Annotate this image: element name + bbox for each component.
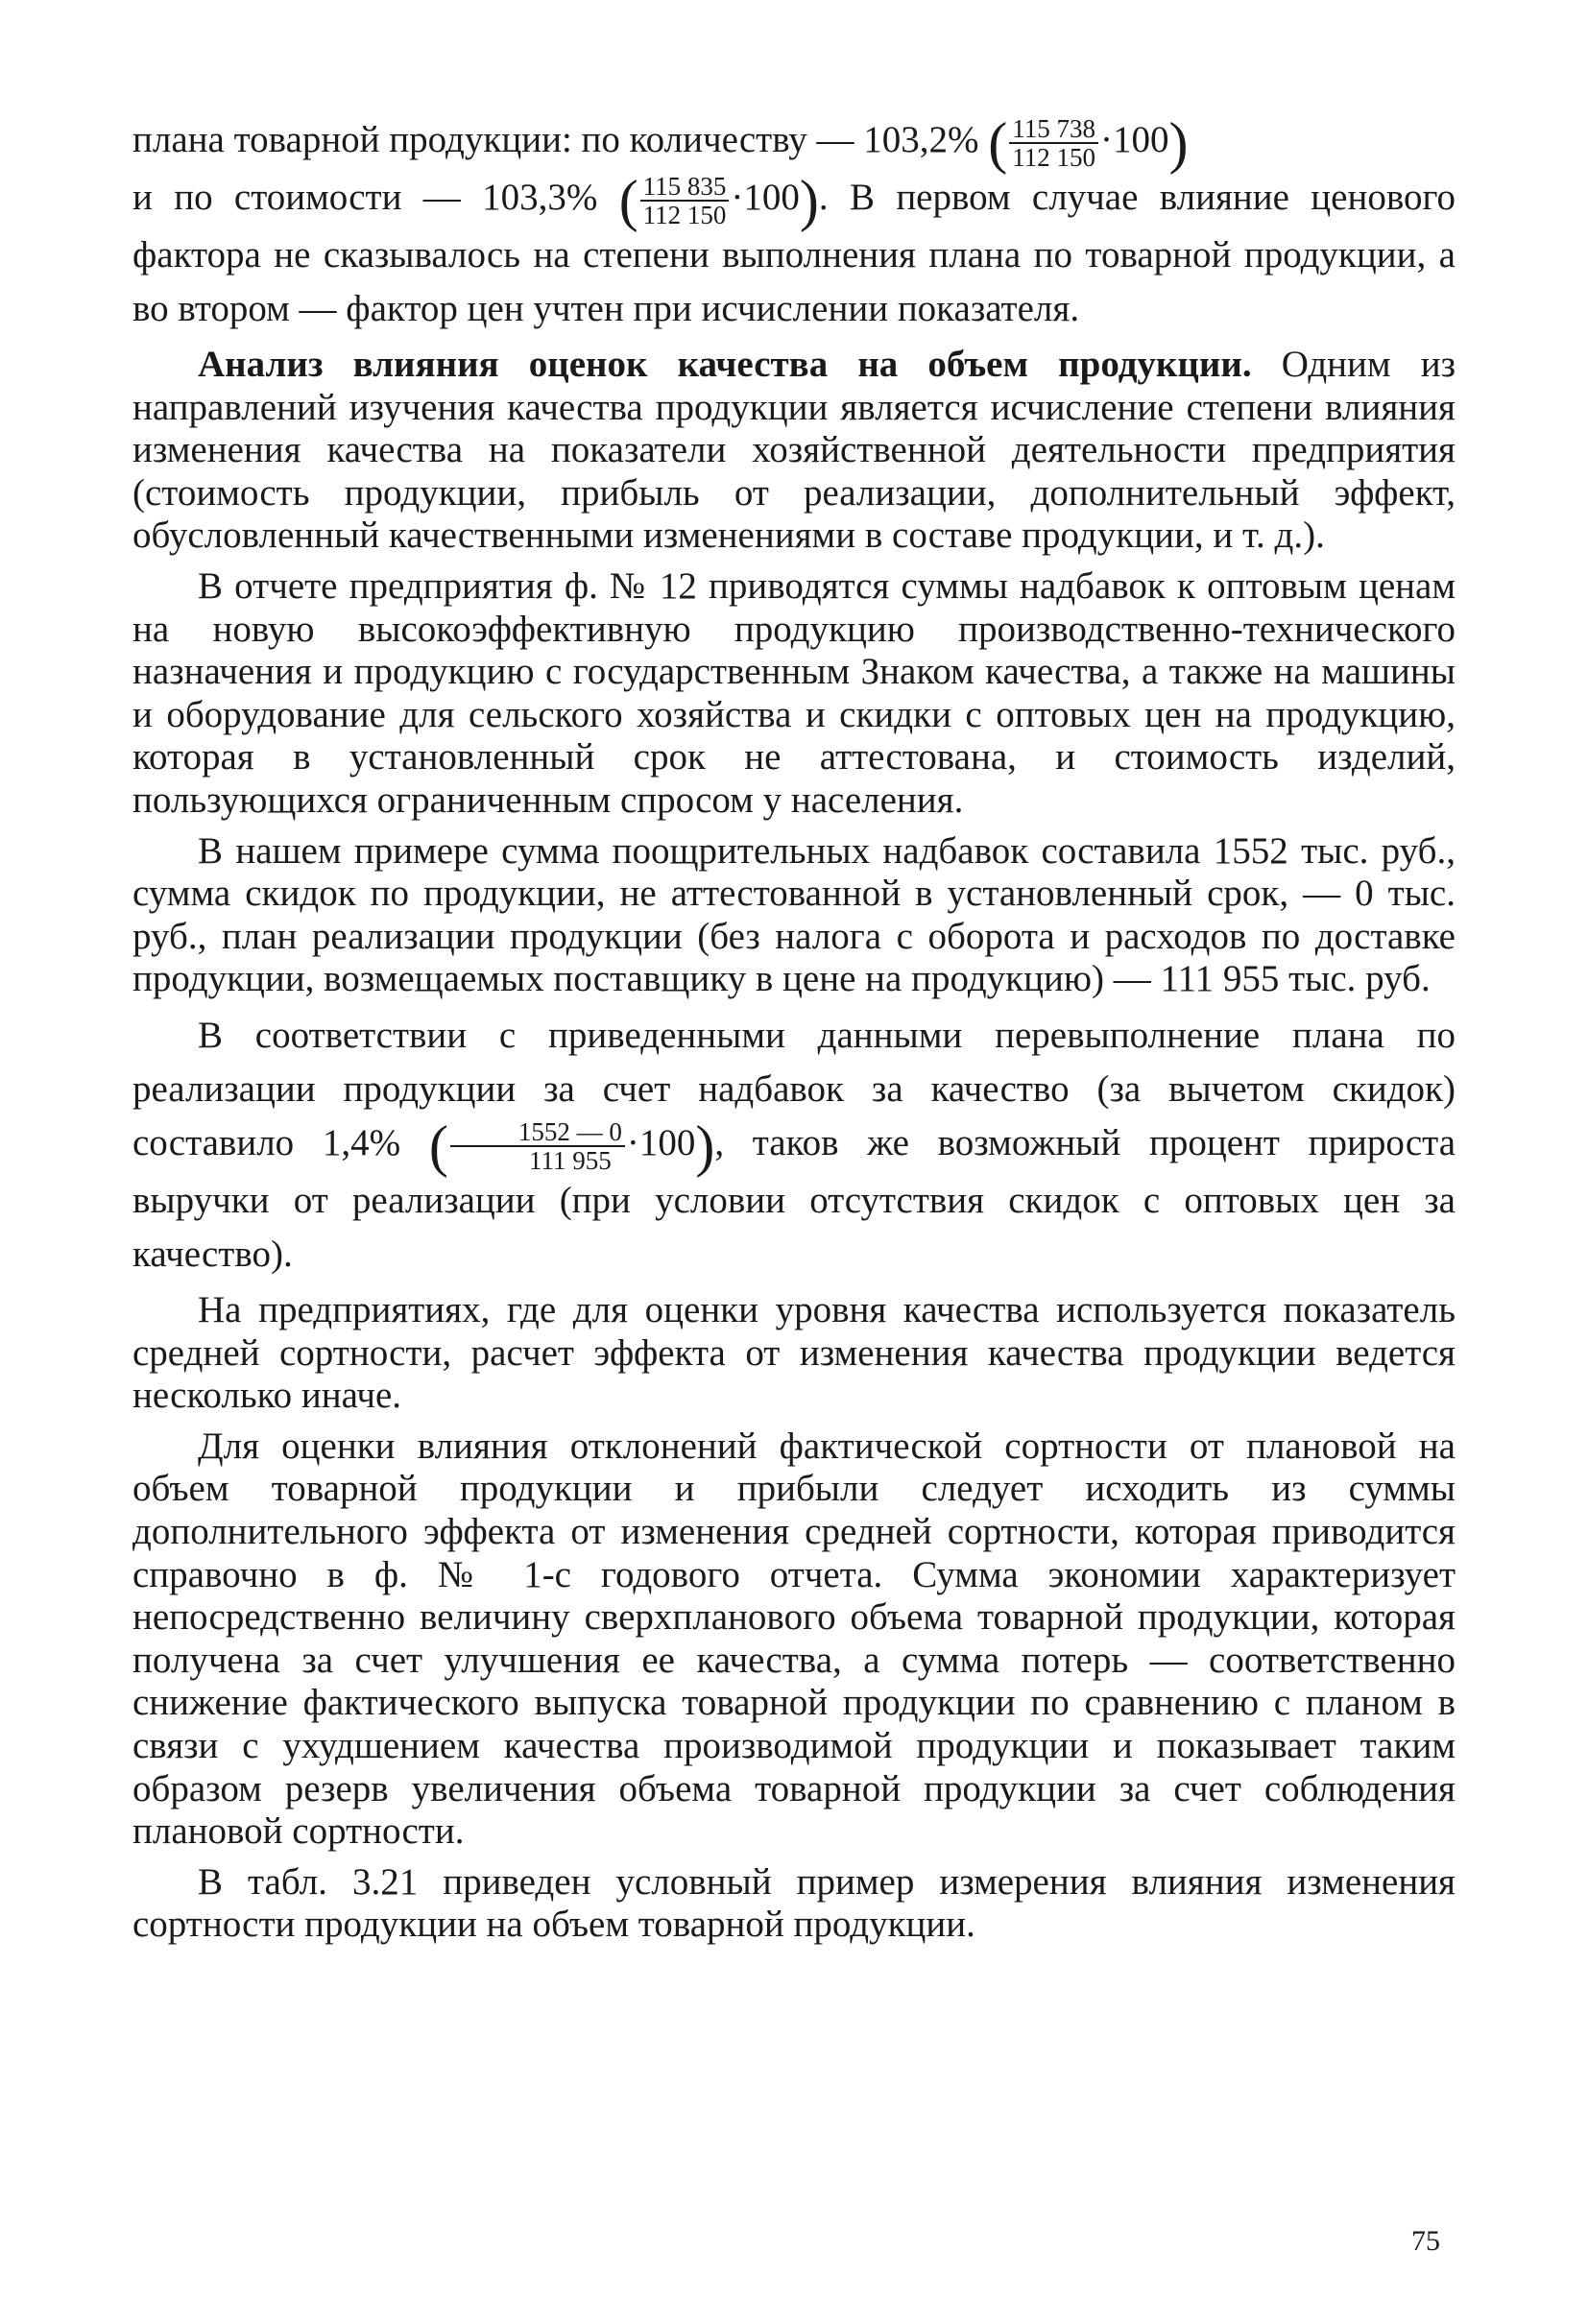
- fraction-cost: [640, 173, 730, 228]
- paren-close: ): [695, 1114, 715, 1179]
- paren-close: ): [799, 169, 819, 233]
- paragraph-6: На предприятиях, где для оценки уровня качества используется показатель средней сортности, расчет эффекта от изменения качества продукции ведется несколько иначе.: [132, 1289, 1456, 1417]
- paragraph-8: В табл. 3.21 приведен условный пример измерения влияния изменения сортности продукции на объем товарной продукции.: [132, 1860, 1456, 1946]
- page-number: 75: [1411, 2225, 1440, 2257]
- numerator: 115 835: [640, 173, 730, 202]
- numerator: 115 738: [1009, 115, 1098, 144]
- text-run: , таков же возможный процент прироста выручки от реализации (при условии отсутствия скидок с оптовых цен за качество).: [132, 1122, 1456, 1276]
- page-body: [132, 113, 1456, 1947]
- denominator: 112 150: [642, 201, 727, 230]
- paragraph-7: Для оценки влияния отклонений фактической сортности от плановой на объем товарной продукции и прибыли следует исходить из суммы дополнительного эффекта от изменения средней сортности, которая приводится справочно в ф. № 1-с годового отчета. Сумма экономии характеризует непосредственно величину сверхпланового объема товарной продукции, которая получена за счет улучшения ее качества, а сумма потерь — соответственно снижение фактического выпуска товарной продукции по сравнению с планом в связи с ухудшением качества производимой продукции и показывает таким образом резерв увеличения объема товарной продукции за счет соблюдения плановой сортности.: [132, 1425, 1456, 1853]
- text-run: Одним из направлений изучения качества продукции является исчисление степени влияния изменения качества на показатели хозяйственной деятельности предприятия (стоимость продукции, прибыль от реализации, дополнительный эффект, обусловленный качественными изменениями в составе продукции, и т. д.).: [132, 344, 1456, 557]
- fraction-quantity: [1009, 115, 1098, 171]
- text-run: плана товарной продукции: по количеству — 103,2%: [132, 119, 979, 160]
- denominator: 111 955: [528, 1146, 612, 1176]
- paragraph-1: [132, 113, 1456, 336]
- text-run: . В первом случае влияние ценового фактора не сказывалось на степени выполнения плана по товарной продукции, а во втором — фактор цен учтен при исчислении показателя.: [132, 177, 1456, 330]
- text-run: и по стоимости — 103,3%: [132, 177, 598, 219]
- paren-close: ): [1168, 111, 1189, 176]
- paren-open: (: [988, 111, 1008, 176]
- multiplier: ·100: [1100, 119, 1169, 160]
- multiplier: ·100: [626, 1122, 696, 1163]
- paragraph-4: В нашем примере сумма поощрительных надбавок составила 1552 тыс. руб., сумма скидок по продукции, не аттестованной в установленный срок, — 0 тыс. руб., план реализации продукции (без налога с оборота и расходов по доставке продукции, возмещаемых поставщику в цене на продукцию) — 111 955 тыс. руб.: [132, 829, 1456, 1000]
- text-run: В соответствии с приведенными данными перевыполнение плана по реализации продукции за счет надбавок за качество (за вычетом скидок) составило 1,4%: [132, 1015, 1456, 1163]
- paragraph-2: [132, 344, 1456, 558]
- denominator: 112 150: [1012, 143, 1096, 173]
- paragraph-3: В отчете предприятия ф. № 12 приводятся суммы надбавок к оптовым ценам на новую высокоэффективную продукцию производственно-технического назначения и продукцию с государственным Знаком качества, а также на машины и оборудование для сельского хозяйства и скидки с оптовых цен на продукцию, которая в установленный срок не аттестована, и стоимость изделий, пользующихся ограниченным спросом у населения.: [132, 565, 1456, 822]
- fraction-quality: [450, 1118, 625, 1174]
- paragraph-5: [132, 1009, 1456, 1282]
- section-heading: Анализ влияния оценок качества на объем продукции.: [198, 344, 1252, 386]
- multiplier: ·100: [731, 177, 800, 219]
- numerator: 1552 — 0: [450, 1118, 625, 1147]
- paren-open: (: [618, 169, 638, 233]
- paren-open: (: [428, 1114, 448, 1179]
